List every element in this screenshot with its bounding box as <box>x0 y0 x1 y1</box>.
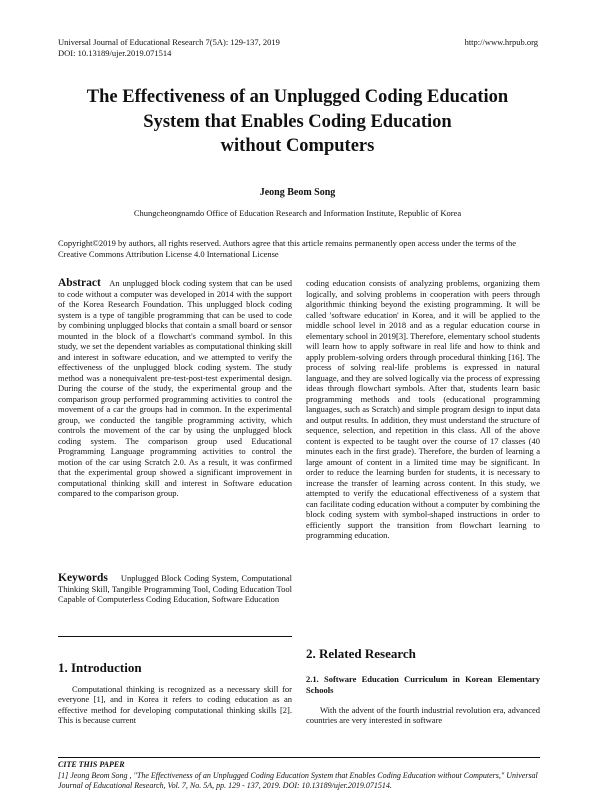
introduction-section <box>58 660 292 726</box>
introduction-text: Computational thinking is recognized as a necessary skill for everyone [1], and in Korea it refers to coding education as an effective method for developing computational thinking skills [2]. This is because current <box>58 683 292 725</box>
introduction-heading: 1. Introduction <box>58 660 142 675</box>
related-research-text: With the advent of the fourth industrial revolution era, advanced countries are very interested in software <box>306 704 540 725</box>
related-research-section <box>306 646 540 726</box>
keywords-label: Keywords <box>58 572 108 584</box>
keywords-section <box>58 573 292 605</box>
journal-url[interactable]: http://www.hrpub.org <box>464 37 538 47</box>
paper-title <box>40 85 555 159</box>
keywords-text: Unplugged Block Coding System, Computational Thinking Skill, Tangible Programming Tool, Coding Education Tool Capable of Computerless Coding Education, Software Education <box>58 573 292 604</box>
right-column-text <box>306 278 540 541</box>
introduction-continued: coding education consists of analyzing problems, organizing them logically, and solving problems in cooperation with peers through algorithmic thinking beyond the existing programming. It will be called 'software education' in Korea, and it will be applied to the middle school level in 2018 and as a regular education course in elementary school in 2019[3]. Therefore, elementary school students will learn how to apply software in real life and how to think and apply problem-solving orders through procedural thinking [16]. The process of solving real-life problems is expressed in natural language, and they are solved logically via the process of expressing ideas through flowchart symbols. After that, students learn basic programming methods and tools (educational programming languages, such as Scratch) and simple program design to input data and output results. In addition, they must understand the structure of sequence, selection, and repetition in this class. All of the above content is expected to be taught over the course of 17 classes (40 minutes each in the first grade). Therefore, the burden of learning a large amount of content in a limited time may be significant. In order to reduce the learning burden for students, it is necessary to increase the transfer of learning across content. In this study, we attempted to verify the educational effectiveness of a system that can facilitate coding education without a computer by combining the block coding system with symbol-shaped instructions in order to efficiently support the transition from flowchart learning to programming education. <box>306 278 540 540</box>
title-line: without Computers <box>220 136 375 156</box>
author-name: Jeong Beom Song <box>259 187 336 198</box>
subsection-heading-text: 2.1. Software Education Curriculum in Korean Elementary Schools <box>306 673 540 695</box>
abstract-text: An unplugged block coding system that can be used to code without a computer was developed in 2014 with the support of the Korea Research Foundation. This unplugged block coding system is a type of tangible programming that can be used to code by combining unplugged blocks that contain a small board or sensor mounted in the block of a flowchart's command symbol. In this study, we set the dependent variables as computational thinking skill and interest in software education, and we attempted to verify the effectiveness of the unplugged block coding system. The study method was a nonequivalent pre-test-post-test experimental design. During the course of the study, the experimental group and the comparison group performed programming activities to control the movement of a car the groups had in common. In the experimental group, we conducted the tangible programming activity, which controls the movement of the car by using the unplugged block coding system. The comparison group used Educational Programming Language programming activities to control the motion of the car using Scratch 2.0. As a result, it was confirmed that the experimental group showed a significant improvement in computational thinking skill and interest in Software education compared to the comparison group. <box>58 278 292 498</box>
title-line: The Effectiveness of an Unplugged Coding Education <box>86 87 509 107</box>
abstract-label: Abstract <box>58 277 101 289</box>
doi: DOI: 10.13189/ujer.2019.071514 <box>58 48 172 58</box>
copyright-notice: Copyright©2019 by authors, all rights reserved. Authors agree that this article remains permanently open access under the terms of the Creative Commons Attribution License 4.0 International License <box>58 238 517 259</box>
related-research-heading: 2. Related Research <box>306 646 416 661</box>
author-affiliation: Chungcheongnamdo Office of Education Research and Information Institute, Republic of Korea <box>133 208 462 218</box>
cite-label: CITE THIS PAPER <box>58 760 125 769</box>
title-line: System that Enables Coding Education <box>143 111 452 132</box>
abstract-section <box>58 278 292 499</box>
footer-divider <box>58 757 540 758</box>
cite-text: [1] Jeong Beom Song , "The Effectiveness of an Unplugged Coding Education System that Enables Coding Education without Computers," Universal Journal of Educational Research, Vol. 7, No. 5A, pp. 129 - 137, 2019. DOI: 10.13189/ujer.2019.071514. <box>58 771 538 790</box>
journal-citation: Universal Journal of Educational Research 7(5A): 129-137, 2019 <box>58 37 280 47</box>
section-divider <box>58 636 292 637</box>
subsection-heading <box>306 674 540 696</box>
